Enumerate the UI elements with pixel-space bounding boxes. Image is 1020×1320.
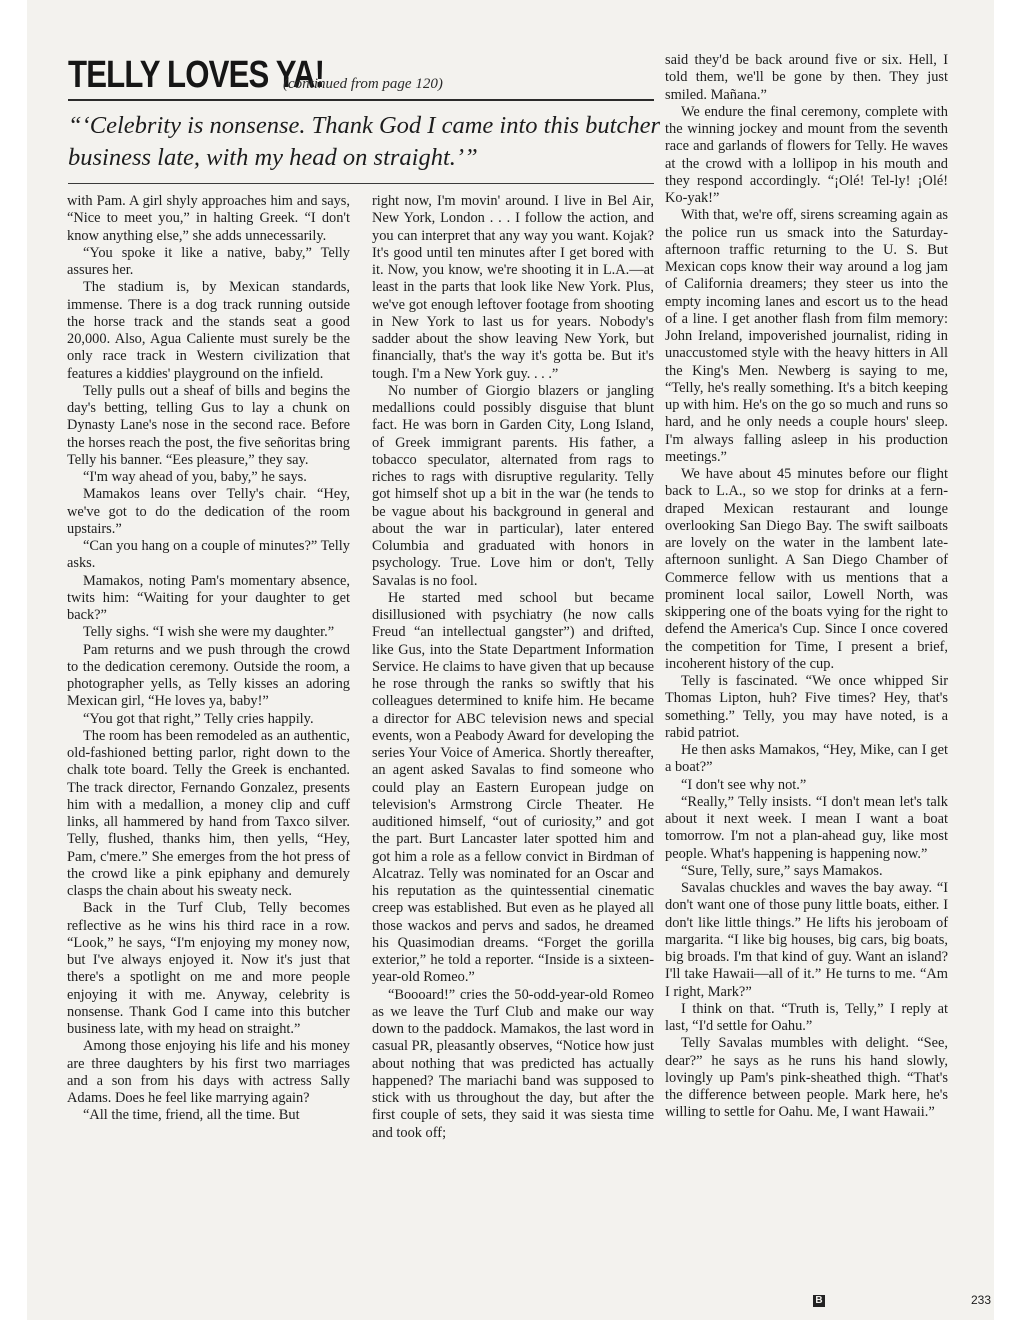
paragraph: Mamakos, noting Pam's momentary absence, twits him: “Waiting for your daughter to get back?” [67,572,350,623]
paragraph: Back in the Turf Club, Telly becomes reflective as he wins his third race in a row. “Look,” he says, “I'm enjoying my money now, but I've always enjoyed it. Now it's just that there's a spotlight on me and more people enjoying it with me. Anyway, celebrity is nonsense. Thank God I came into this butcher business late, with my head on straight.” [67,900,350,1037]
paragraph: “I don't see why not.” [681,776,807,793]
text-column-3 [665,52,948,1122]
paragraph: “I'm way ahead of you, baby,” he says. [83,469,307,485]
paragraph: He started med school but became disillusioned with psychiatry (he now calls Freud “an intellectual gangster”) and drifted, like Gus, into the State Department Information Service. He claims to have given that up because he rose through the ranks so swiftly that his colleagues determined to knife him. He became a director for ABC television news and special events, won a Peabody Award for developing the series Your Voice of America. Shortly thereafter, an agent asked Savalas to find someone who could play an Eastern European judge on television's Armstrong Circle Theater. He auditioned himself, “out of curiosity,” and got the part. Burt Lancaster later spotted him and got him a role as a fellow convict in Birdman of Alcatraz. Telly was nominated for an Oscar and his reputation as the quintessential cinematic creep was established. But even as he played all those wackos and pervs and sados, he dreamed his Quasimodian dreams. “Forget the gorilla exterior,” he told a reporter. “Inside is a sixteen-year-old Romeo.” [372,589,654,986]
paragraph: said they'd be back around five or six. Hell, I told them, we'll be gone by then. They just smiled. Mañana.” [665,52,948,103]
paragraph: Savalas chuckles and waves the bay away. “I don't want one of those puny little boats, either. I don't like little things.” He lifts his jeroboam of margarita. “I like big houses, big cars, big boats, big broads. I'm that kind of guy. Want an island? I'll take Hawaii—all of it.” He turns to me. “Am I right, Mark?” [665,880,948,1000]
paragraph: “You spoke it like a native, baby,” Telly assures her. [67,244,350,278]
paragraph: “Sure, Telly, sure,” says Mamakos. [681,862,883,879]
paragraph: right now, I'm movin' around. I live in Bel Air, New York, London . . . I follow the action, and you can interpret that any way you want. Kojak? It's good until ten minutes after I get bored with it. Now, you know, we're shooting it in L.A.—at least in the parts that look like New York. Plus, we've got enough leftover footage from shooting in New York to last us for years. Nobody's sadder about the show leaving New York, but financially, that's the way it's gotta be. But it's tough. I'm a New York guy. . . .” [372,193,654,382]
paragraph: Pam returns and we push through the crowd to the dedication ceremony. Outside the room, a photographer yells, as Telly kisses an adoring Mexican girl, “He loves ya, baby!” [67,641,350,710]
paragraph: “Really,” Telly insists. “I don't mean let's talk about it next week. I mean I want a boat tomorrow. I'm not a plan-ahead guy, like most people. What's happening is happening now.” [665,793,948,862]
end-mark-icon: B [813,1295,825,1307]
article-title: TELLY LOVES YA! [68,54,325,96]
text-column-1 [67,193,350,1125]
paragraph: with Pam. A girl shyly approaches him and says, “Nice to meet you,” in halting Greek. “I don't know anything else,” she adds unnecessarily. [67,193,350,244]
paragraph: The stadium is, by Mexican standards, immense. There is a dog track running outside the horse track and the stands seat a good 20,000. Also, Agua Caliente must surely be the only race track in Western civilization that features a kiddies' playground on the infield. [67,279,350,382]
paragraph: Telly Savalas mumbles with delight. “See, dear?” he says as he runs his hand slowly, lovingly up Pam's pink-sheathed thigh. “That's the difference between people. Mark here, he's willing to settle for Oahu. Me, I want Hawaii.” [665,1035,948,1121]
continued-note: (continued from page 120) [283,76,443,92]
paragraph: I think on that. “Truth is, Telly,” I reply at last, “I'd settle for Oahu.” [665,1000,948,1034]
paragraph: With that, we're off, sirens screaming again as the police run us smack into the Saturday-afternoon traffic returning to the U. S. But Mexican cops know their way around a log jam of California dreamers; they steer us into the empty incoming lanes and escort us to the head of a line. I get another flash from film memory: John Ireland, impoverished journalist, riding in unaccustomed style with the heavy hitters in All the King's Men. Newberg is saying to me, “Telly, he's really something. It's a bitch keeping up with him. He's on the go so much and runs so hard, and he only needs a couple hours' sleep. I'm always falling asleep in his production meetings.” [665,207,948,465]
paragraph: “Can you hang on a couple of minutes?” Telly asks. [67,538,350,572]
paragraph: “You got that right,” Telly cries happily. [83,710,314,727]
text-column-2 [372,193,654,1142]
pull-quote-rule [68,183,654,184]
paragraph: “All the time, friend, all the time. But [83,1107,300,1124]
paragraph: He then asks Mamakos, “Hey, Mike, can I get a boat?” [665,742,948,776]
paragraph: Mamakos leans over Telly's chair. “Hey, we've got to do the dedication of the room upstairs.” [67,486,350,537]
magazine-page [27,0,994,1320]
paragraph: “Boooard!” cries the 50-odd-year-old Romeo as we leave the Turf Club and make our way down to the paddock. Mamakos, the last word in casual PR, pleasantly observes, “Notice how just about nothing that was predicted has actually happened? The mariachi band was supposed to stick with us throughout the day, but after the first couple of sets, they said it was siesta time and took off; [372,986,654,1141]
pull-quote: “‘Celebrity is nonsense. Thank God I came into this butcher business late, with my head on straight.’” [68,112,661,171]
title-rule [68,99,654,101]
paragraph: Telly sighs. “I wish she were my daughter.” [83,624,335,641]
page-number: 233 [971,1293,992,1307]
paragraph: We endure the final ceremony, complete with the winning jockey and mount from the seventh race and garlands of flowers for Telly. He waves at the crowd with a lollipop in his mouth and they respond accordingly. “¡Olé! Tel-ly! ¡Olé! Ko-yak!” [665,103,948,206]
paragraph: Telly pulls out a sheaf of bills and begins the day's betting, telling Gus to lay a chunk on Dynasty Lane's nose in the second race. Before the horses reach the post, the five señoritas bring Telly his banner. “Ees pleasure,” they say. [67,382,350,468]
paragraph: The room has been remodeled as an authentic, old-fashioned betting parlor, right down to the chalk tote board. Telly the Greek is enchanted. The track director, Fernando Gonzalez, presents him with a medallion, a money clip and cuff links, all hammered by hand from Taxco silver. Telly, flushed, thanks him, then yells, “Hey, Pam, c'mere.” She emerges from the hot press of the crowd like a pink epiphany and demurely clasps the chain about his sweaty neck. [67,727,350,899]
paragraph: No number of Giorgio blazers or jangling medallions could possibly disguise that blunt fact. He was born in Garden City, Long Island, of Greek immigrant parents. His father, a tobacco speculator, alternated from rags to riches to rags with disruptive regularity. Telly got himself shot up a bit in the war (he tends to be vague about his background in general and about the war in particular), later entered Columbia and graduated with honors in psychology. True. Love him or don't, Telly Savalas is no fool. [372,382,654,589]
paragraph: Telly is fascinated. “We once whipped Sir Thomas Lipton, huh? Five times? Hey, that's something.” Telly, you may have noted, is a rabid patriot. [665,673,948,741]
paragraph: We have about 45 minutes before our flight back to L.A., so we stop for drinks at a fern-draped Mexican restaurant and lounge overlooking San Diego Bay. The swift sailboats are lovely on the water in the lambent late-afternoon sunlight. A San Diego Chamber of Commerce fellow with us mentions that a prominent local sailor, Lowell North, was skippering one of the boats vying for the right to defend the America's Cup. Since I once covered the competition for Time, I present a brief, incoherent history of the cup. [665,466,948,672]
paragraph: Among those enjoying his life and his money are three daughters by his first two marriages and a son from his days with actress Sally Adams. Does he feel like marrying again? [67,1038,350,1106]
